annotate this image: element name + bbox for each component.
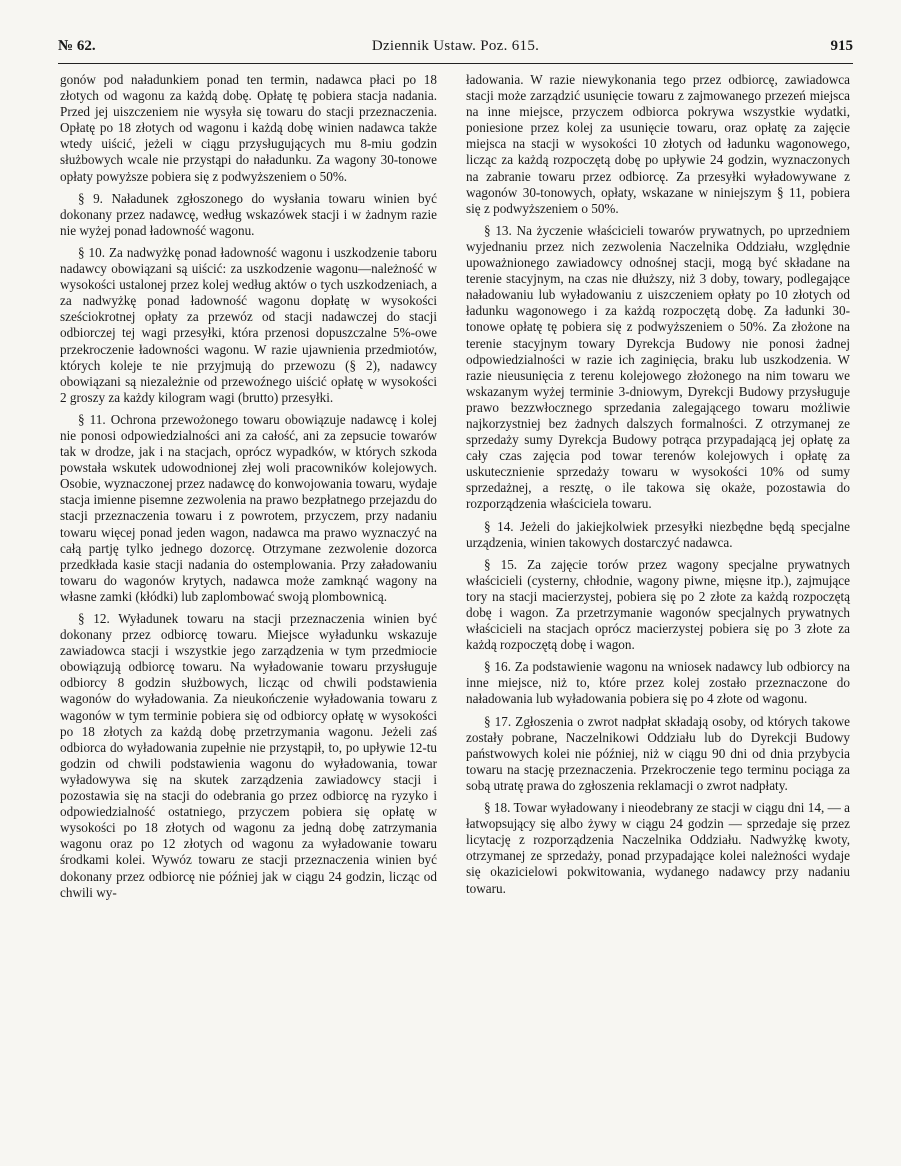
issue-number: № 62. xyxy=(58,38,96,54)
journal-title: Dziennik Ustaw. Poz. 615. xyxy=(371,38,540,54)
section-15: § 15. Za zajęcie torów przez wagony specjalne prywatnych właścicieli (cysterny, chłodnie, wagony piwne, mięsne itp.), zajmujące tory na stacji macierzystej, pobiera się po 2 złote za każdą rozpoczętą dobę i wagon. Za przetrzymanie wagonów specjalnych prywatnych właścicieli na stacjach oprócz macierzystej pobiera się po 3 złote za każdą rozpoczętą dobę i wagon. xyxy=(466,556,850,653)
section-10: § 10. Za nadwyżkę ponad ładowność wagonu i uszkodzenie taboru nadawcy obowiązani są uiścić: za uszkodzenie wagonu—należność w wysokości ustalonej przez kolej według aktów o tych uszkodzeniach, a za nadwyżkę ponad ładowność wagonu dopłatę w wysokości sześciokrotnej opłaty za przewóz od stacji nadawczej do stacji odbiorczej tej wagi przesyłki, która przenosi dopuszczalne 5%-owe przekroczenie ładowności wagonu. W razie ujawnienia przedmiotów, których koleje te nie przyjmują do przewozu (§ 2), nadawcy obowiązani są niezależnie od przewoźnego uiścić opłatę w wysokości 2 groszy za każdy kilogram wagi (brutto) przesyłki. xyxy=(60,244,437,405)
section-12-continuation: ładowania. W razie niewykonania tego przez odbiorcę, zawiadowca stacji może zarządzić usunięcie towaru z zajmowanego przezeń miejsca na inne miejsce, przyczem odbiorca pokrywa wszystkie wydatki, poniesione przez kolej za usunięcie towaru, oraz opłatę za zajęcie miejsca na stacji w wysokości 10 złotych od ładunku wagonowego, licząc za każdą rozpoczętą dobę po upływie 24 godzin, wyznaczonych na zabranie towaru przez odbiorcę. Za przesyłki wyładowywane z wagonów 30-tonowych, opłaty, wskazane w niniejszym § 11, pobiera się z podwyższeniem o 50%. xyxy=(466,72,850,216)
section-16: § 16. Za podstawienie wagonu na wniosek nadawcy lub odbiorcy na inne miejsce, niż to, które przez kolej zostało przeznaczone do naładowania lub wyładowania pobiera się po 4 złote od wagonu. xyxy=(466,659,850,707)
section-12: § 12. Wyładunek towaru na stacji przeznaczenia winien być dokonany przez odbiorcę towaru. Miejsce wyładunku wskazuje zawiadowca stacji i wszystkie jego zarządzenia w tym przedmiocie obowiązują odbiorcę towaru. Na wyładowanie towaru przysługuje odbiorcy 8 godzin służbowych, licząc od chwili podstawienia wagonów do wyładowania. Za nieukończenie wyładowania towaru z wagonów w tym terminie pobiera się od odbiorcy opłatę w wysokości po 18 złotych za każdą dobę przetrzymania wagonu. Jeżeli zaś odbiorca do wyładowania zupełnie nie przystąpił, to, po upływie 12-tu godzin od chwili podstawienia wagonu do wyładowania, towar wyładowywa się na skutek zarządzenia zawiadowcy stacji i pozostawia się na stacji do odebrania go przez odbiorcę na ryzyko i odpowiedzialność ostatniego, przyczem pobiera się opłatę w wysokości po 18 złotych od wagonu za jedną dobę zatrzymania wagonu oraz po 12 złotych od wagonu za wyładowanie towaru środkami kolei. Wywóz towaru ze stacji przeznaczenia winien być dokonany przez odbiorcę nie później jak w ciągu 24 godzin, licząc od chwili wy- xyxy=(60,611,437,900)
section-9: § 9. Naładunek zgłoszonego do wysłania towaru winien być dokonany przez nadawcę, według wskazówek stacji i w żadnym razie nie wyżej ponad ładowność wagonu. xyxy=(60,190,437,238)
section-11: § 11. Ochrona przewożonego towaru obowiązuje nadawcę i kolej nie ponosi odpowiedzialności ani za całość, ani za zepsucie towarów tak w drodze, jak i na stacjach, oprócz wypadków, w których szkoda powstała wskutek udowodnionej złej woli pracowników kolejowych. Osobie, wyznaczonej przez nadawcę do konwojowania towaru, wydaje stacja imienne pisemne zezwolenia na prawo bezpłatnego przejazdu do stacji przeznaczenia towaru i z powrotem, przyczem, przy nadaniu towaru więcej ponad jeden wagon, nadawca ma prawo wyznaczyć na całą partję tylko jednego dozorcę. Otrzymane zezwolenie dozorca przedkłada kasie stacji nadania do ostemplowania. Przy załadowaniu towaru do wagonów krytych, nadawca może zamknąć wagony na własne zamki (kłódki) lub zaplombować swoją plombownicą. xyxy=(60,411,437,604)
right-column xyxy=(466,72,850,897)
page-number: 915 xyxy=(830,38,853,54)
header-rule xyxy=(58,63,853,64)
section-14: § 14. Jeżeli do jakiejkolwiek przesyłki niezbędne będą specjalne urządzenia, winien takowych dostarczyć nadawca. xyxy=(466,518,850,550)
left-column xyxy=(60,72,437,901)
paragraph-continuation: gonów pod naładunkiem ponad ten termin, nadawca płaci po 18 złotych od wagonu za każdą dobę. Opłatę tę pobiera stacja nadania. Przed jej uiszczeniem nie wysyła się towaru do stacji przeznaczenia. Opłatę po 18 złotych od wagonu i każdą dobę winien nadawca także wtedy uiścić, jeżeli w ciągu przysługujących mu 8-miu godzin służbowych wcale nie przystąpi do naładunku. Za wagony 30-tonowe opłaty powyższe pobiera się z podwyższeniem o 50%. xyxy=(60,72,437,184)
section-13: § 13. Na życzenie właścicieli towarów prywatnych, po uprzedniem wyjednaniu przez nich zezwolenia Naczelnika Oddziału, względnie upoważnionego zawiadowcy odnośnej stacji, mogą być składane na terenie stacyjnym, na czas nie dłuższy, niż 3 doby, towary, podlegające naładowaniu lub wyładowaniu z uiszczeniem opłaty po 10 złotych od ładunku wagonowego i za każdą rozpoczętą dobę. Za ładunki 30-tonowe opłatę tę pobiera się z podwyższeniem o 50%. Za złożone na terenie stacyjnym towary Dyrekcja Budowy nie ponosi żadnej odpowiedzialności w razie ich zaginięcia, braku lub uszkodzenia. W razie nieusunięcia z terenu kolejowego złożonego na nim towaru we wskazanym wyżej terminie 3-dniowym, Dyrekcji Budowy przysługuje prawo bezzwłocznego sprzedania zalegającego towaru możliwie najkorzystniej bez żadnych dalszych formalności. Z otrzymanej ze sprzedaży sumy Dyrekcja Budowy potrąca przypadającą jej opłatę za cały czas zajęcia pod towar terenów kolejowych i opłatę za uskutecznienie sprzedaży towaru w wysokości 10% od sumy sprzedażnej, a resztę, o ile takowa się okaże, pozostawia do rozporządzenia właściciela towaru. xyxy=(466,222,850,512)
section-17: § 17. Zgłoszenia o zwrot nadpłat składają osoby, od których takowe zostały pobrane, Naczelnikowi Oddziału lub do Dyrekcji Budowy państwowych kolei nie później, niż w ciągu 90 dni od dnia przybycia towaru na stację przeznaczenia. Przekroczenie tego terminu pociąga za sobą utratę prawa do zgłoszenia reklamacji o zwrot nadpłaty. xyxy=(466,713,850,793)
section-18: § 18. Towar wyładowany i nieodebrany ze stacji w ciągu dni 14, — a łatwopsujący się albo żywy w ciągu 24 godzin — sprzedaje się przez licytację z rozporządzenia Naczelnika Oddziału. Nadwyżkę kwoty, otrzymanej ze sprzedaży, ponad przypadające kolei należności wydaje się okazicielowi pokwitowania, wydanego nadawcy przy nadaniu towaru. xyxy=(466,800,850,896)
page-header xyxy=(58,38,853,62)
